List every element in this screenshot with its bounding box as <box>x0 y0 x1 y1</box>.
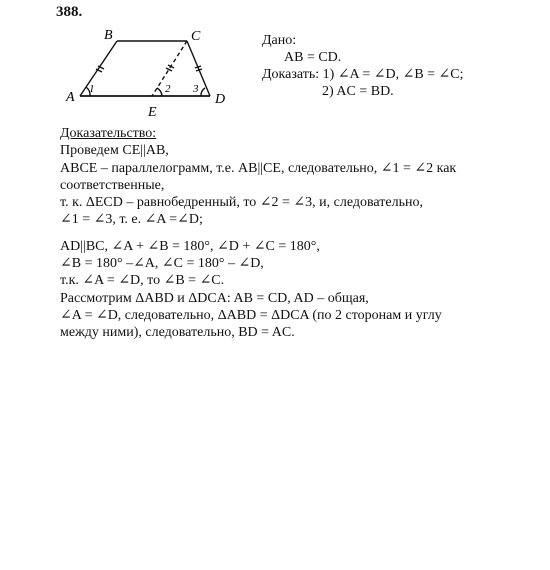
proof-line: соответственные, <box>60 177 165 193</box>
label-angle-3: 3 <box>193 83 199 95</box>
proof-line: ∠B = 180° –∠A, ∠C = 180° – ∠D, <box>60 256 264 272</box>
proof-line: между ними), следовательно, BD = AC. <box>60 325 295 341</box>
proof-line: AD||BC, ∠A + ∠B = 180°, ∠D + ∠C = 180°, <box>60 238 320 254</box>
label-d: D <box>215 92 226 107</box>
proof-block <box>60 125 500 342</box>
label-angle-2: 2 <box>165 83 171 95</box>
label-b: B <box>104 28 113 43</box>
given-condition: AB = CD. <box>284 50 342 65</box>
proof-line: ABCE – параллелограмм, т.е. AB||CE, следовательно, ∠1 = ∠2 как <box>60 160 457 176</box>
given-title: Дано: <box>262 33 297 48</box>
proof-line: ∠A = ∠D, следовательно, ΔABD = ΔDCA (по 2 сторонам и углу <box>60 307 442 323</box>
proof-title: Доказательство: <box>60 126 157 141</box>
problem-number: 388. <box>56 4 83 20</box>
prove-statement: Доказать: 1) ∠A = ∠D, ∠B = ∠C; <box>262 67 464 82</box>
label-a: A <box>66 90 75 105</box>
tick-ce-1 <box>166 68 172 71</box>
label-c: C <box>191 29 201 44</box>
proof-line: т.к. ∠A = ∠D, то ∠B = ∠C. <box>60 273 225 289</box>
tick-cd-2 <box>196 69 202 71</box>
angle-arc-2 <box>157 88 162 96</box>
prove-item-2: 2) AC = BD. <box>322 84 394 99</box>
proof-line: Рассмотрим ΔABD и ΔDCA: AB = CD, AD – общая, <box>60 290 369 306</box>
side-cd <box>187 41 210 96</box>
proof-line: т. к. ΔECD – равнобедренный, то ∠2 = ∠3, и, следовательно, <box>60 195 423 211</box>
trapezoid-figure <box>64 26 244 120</box>
proof-line: ∠1 = ∠3, т. е. ∠A =∠D; <box>60 212 203 228</box>
given-block <box>262 32 464 100</box>
side-ab <box>80 41 117 96</box>
tick-cd-1 <box>195 66 201 68</box>
paragraph-gap <box>60 229 500 238</box>
proof-line: Проведем CE||AB, <box>60 143 169 159</box>
angle-arc-3 <box>201 88 205 96</box>
label-angle-1: 1 <box>89 83 95 95</box>
label-e: E <box>148 105 157 120</box>
